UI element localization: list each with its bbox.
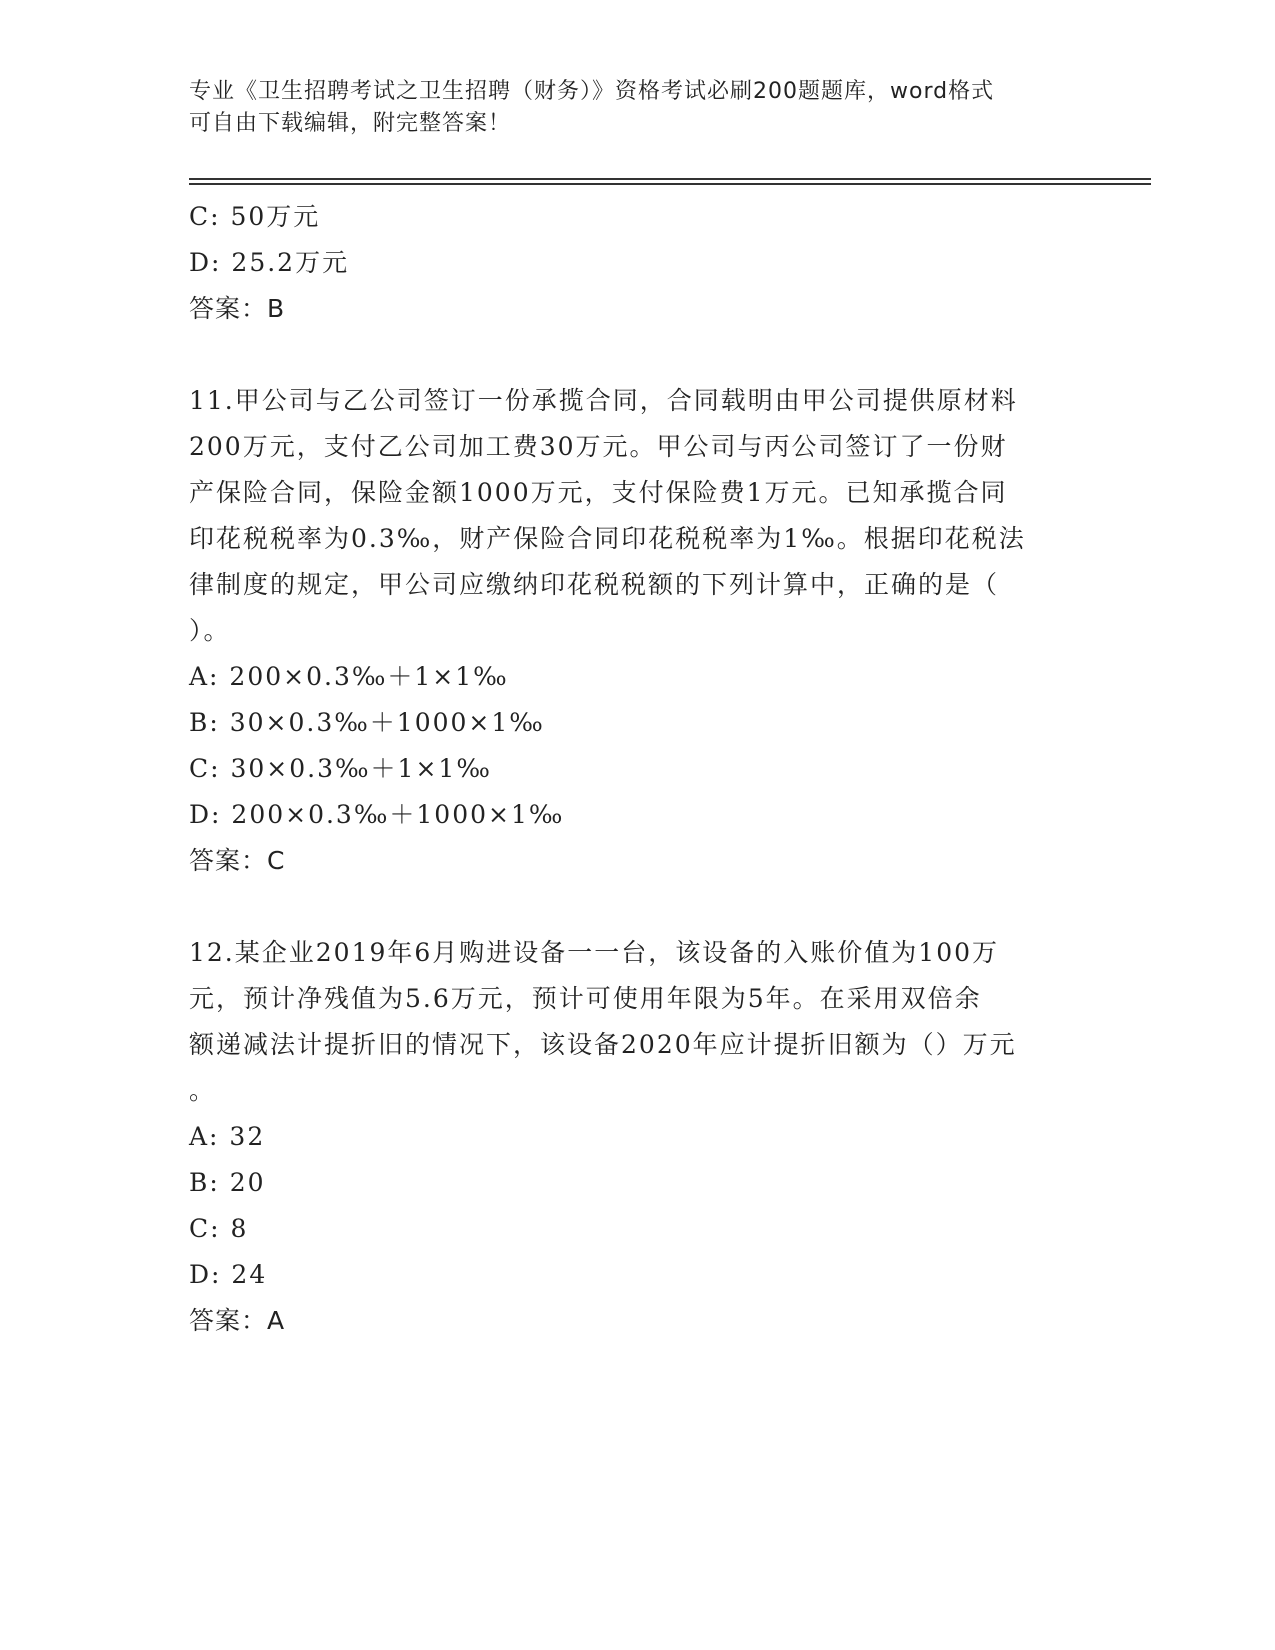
option-b: B: 20 bbox=[189, 1168, 266, 1197]
option-d: D: 200×0.3‰＋1000×1‰ bbox=[189, 800, 565, 829]
answer-line: 答案：A bbox=[189, 1306, 286, 1335]
question-text-line: 产保险合同，保险金额1000万元，支付保险费1万元。已知承揽合同 bbox=[189, 478, 1008, 507]
spacer bbox=[189, 884, 1089, 930]
question-text-line: 印花税税率为0.3‰，财产保险合同印花税税率为1‰。根据印花税法 bbox=[189, 524, 1026, 553]
header-rule-bottom bbox=[189, 183, 1151, 185]
header-title-line-1: 专业《卫生招聘考试之卫生招聘（财务）》资格考试必刷200题题库，word格式 bbox=[189, 79, 995, 104]
question-text-line: 200万元，支付乙公司加工费30万元。甲公司与丙公司签订了一份财 bbox=[189, 432, 1008, 461]
question-text-line: 律制度的规定，甲公司应缴纳印花税税额的下列计算中，正确的是（ bbox=[189, 570, 1000, 599]
option-d: D: 24 bbox=[189, 1260, 268, 1289]
option-c: C: 50万元 bbox=[189, 202, 321, 231]
question-text-line: ）。 bbox=[189, 616, 231, 645]
question-text-line: 11.甲公司与乙公司签订一份承揽合同，合同载明由甲公司提供原材料 bbox=[189, 386, 1018, 415]
option-b: B: 30×0.3‰＋1000×1‰ bbox=[189, 708, 545, 737]
option-c: C: 8 bbox=[189, 1214, 249, 1243]
option-c: C: 30×0.3‰＋1×1‰ bbox=[189, 754, 492, 783]
document-body bbox=[189, 194, 1089, 1344]
question-12 bbox=[189, 930, 1089, 1344]
question-11 bbox=[189, 378, 1089, 884]
question-text-line: 12.某企业2019年6月购进设备一一台，该设备的入账价值为100万 bbox=[189, 938, 1000, 967]
header-title-line-2: 可自由下载编辑，附完整答案！ bbox=[189, 111, 512, 136]
answer-line: 答案：B bbox=[189, 294, 286, 323]
question-10-tail bbox=[189, 194, 1089, 332]
question-text-line: 元，预计净残值为5.6万元，预计可使用年限为5年。在采用双倍余 bbox=[189, 984, 982, 1013]
header-rule-top bbox=[189, 178, 1151, 180]
spacer bbox=[189, 332, 1089, 378]
answer-line: 答案：C bbox=[189, 846, 286, 875]
option-a: A: 200×0.3‰＋1×1‰ bbox=[189, 662, 509, 691]
question-text-line: 额递减法计提折旧的情况下，该设备2020年应计提折旧额为（）万元 bbox=[189, 1030, 1017, 1059]
question-text-line: 。 bbox=[189, 1076, 217, 1105]
document-header bbox=[189, 76, 1069, 140]
option-d: D: 25.2万元 bbox=[189, 248, 350, 277]
option-a: A: 32 bbox=[189, 1122, 266, 1151]
